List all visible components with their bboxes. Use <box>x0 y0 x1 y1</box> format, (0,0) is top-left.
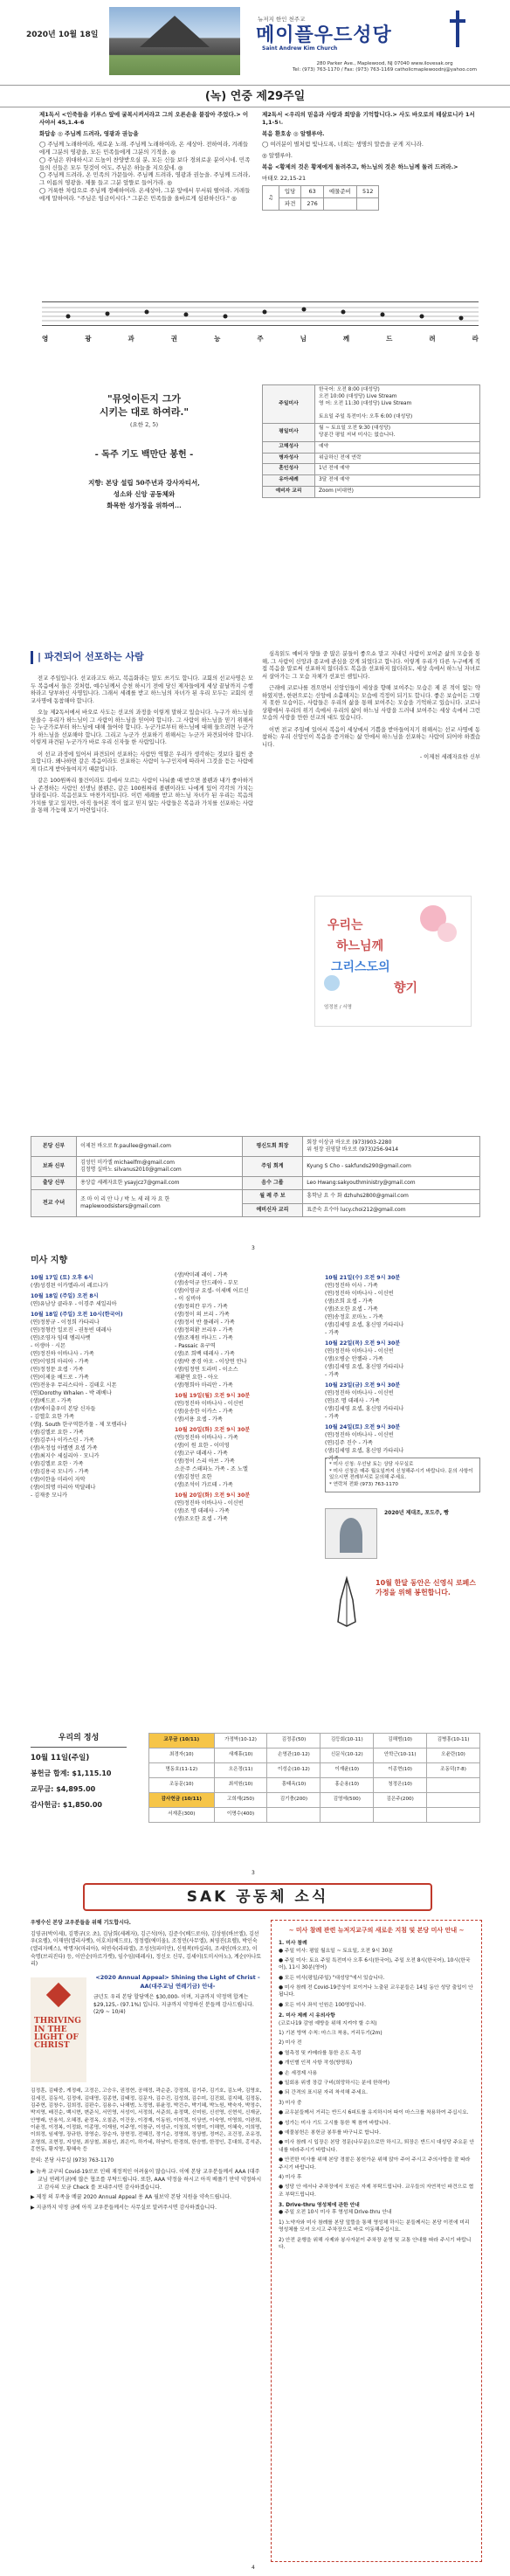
staff-row: 출당 신부 용상갑 세례자요한 ysayjcz7@gmail.com 음수 그룹 Leo Hwang:sakyouthministry@gmail.com <box>31 1177 480 1190</box>
mass-intentions-title: 미사 지향 <box>31 1256 68 1265</box>
guideline-line: ● 주일 미사: 토요 주일 특전미사 오후 6시(한국어), 주일 오전 8시(한국어), 10시(한국어), 11시 30분(영어) <box>279 1957 471 1971</box>
schedule-row: 예비자 교리 Zoom (비대면) <box>263 486 480 497</box>
guideline-line: 1) 노약자와 미사 참례를 본당 앞뜰을 통해 영성체 하시는 분들께서는 본당 이전에 미리 영성체를 모셔 오시고 주차장으로 바로 이동해주십시요. <box>279 2219 470 2233</box>
mass-date-heading: 10월 18일 (주일) 오전 8시 <box>31 1292 99 1299</box>
psalm-response: 화답송 ◎ 주님께 드려라, 영광과 권능을 <box>39 129 139 137</box>
mass-intention-item: (연)정진하 이사 - 가족 <box>325 1282 378 1289</box>
donor-cell: 흥태옥(10) <box>267 1778 320 1793</box>
prayer-request-intro: 우병수신 본당 교우분들을 위해 기도합시다. <box>31 1920 131 1926</box>
mass-intention-item: (생)오병순 안젤라 - 가족 <box>325 1355 383 1362</box>
mass-intention-item: - 가족 <box>325 1371 340 1378</box>
mass-date-heading: 10월 19일(월) 오전 9시 30분 <box>175 1392 251 1399</box>
donor-cell <box>427 1793 480 1808</box>
mass-intention-item: (생)조 희백 테레사 - 가족 <box>175 1350 235 1357</box>
mass-guidelines-box <box>271 1920 482 2562</box>
mission-calligraphy-image: 우리는 하느님께 그리스도의 향기 엄정천 / 서명 <box>314 896 472 1027</box>
mass-request-note: * 미사 신청: 우선남 토는 상담 사무실로 * 미사 신청은 매주 월요일까지 신청해주시기 바랍니다. 문의 사항이 있으시면 전례부서로 문의해 주세요. * 연락처 전화 (973) 763-1170 <box>325 1458 480 1492</box>
guideline-line: ● 성당 안 에서나 주차장에서 모임은 자제 부탁드립니다. 교우들의 자연적인 파견으로 협조 부탁드립니다. <box>279 2185 474 2198</box>
guideline-line: ● 열측정 및 카메라를 통한 온도 측정 <box>279 2050 362 2056</box>
offering-total: 봉헌금 합계: $1,115.10 <box>31 1769 112 1777</box>
donor-cell: 조동덕(7-8) <box>427 1763 480 1778</box>
mass-date-heading: 10월 17일 (토) 오후 6시 <box>31 1275 93 1281</box>
guideline-line: ● 되 간격의 표시된 자리 착석해 주세요. <box>279 2090 368 2096</box>
readings-section <box>0 111 510 373</box>
mass-intention-item: (연)정진하 이바나사 - 이신빈 <box>325 1431 394 1438</box>
guideline-line: ● 모든 미사(평일/주일) "대성당"에서 있습니다. <box>279 1975 385 1981</box>
guideline-line: ● 예물봉헌은 봉헌금 봉투를 바구니로 합니다. <box>279 2129 381 2136</box>
mass-intention-item: (연)정진하 이바나사 - 이신빈 <box>325 1389 394 1396</box>
donor-cell: 김병흥(10-11) <box>427 1734 480 1748</box>
schedule-row: 혼인성사 1년 전에 예약 <box>263 464 480 475</box>
donor-cell: 김영에(500) <box>320 1793 374 1808</box>
donor-cell: 최경자(10) <box>149 1748 215 1763</box>
mass-intention-item: (생)조오한 요셉 - 가족 <box>325 1305 378 1312</box>
donor-cell: 이명수(400) <box>214 1808 267 1823</box>
church-photo <box>109 7 240 75</box>
mass-intention-item: (생)조 명 데레사 - 가족 <box>175 1507 230 1514</box>
homily-article <box>0 651 510 1123</box>
liturgy-title: (녹) 연중 제29주일 <box>0 85 510 107</box>
donor-cell: 이성순(10-12) <box>267 1763 320 1778</box>
guideline-line: ● 성가는 미사 기도 고시를 통한 책 참여 바랍니다. <box>279 2120 391 2126</box>
music-note-icon: ♫ <box>263 186 279 211</box>
mass-intention-item: (생)베드로 - 가족 <box>31 1397 72 1404</box>
donor-cell: 신문식(10-12) <box>320 1748 374 1763</box>
guideline-line: ● 안전한 미사를 위해 본당 경찰은 봉헌가운 위해 앉아 주어 주시고 주의사항을 잘 따라주시기 바랍니다. <box>279 2157 471 2171</box>
donor-cell <box>320 1808 374 1823</box>
donor-cell: 오은정(11) <box>214 1763 267 1778</box>
mass-intention-item: (생)최지수 세실리아 · 모니카 <box>31 1452 100 1459</box>
article-signature: - 이제천 세례자요한 신부 <box>419 754 480 760</box>
donor-cell: 감사헌금 (10/11) <box>149 1793 215 1808</box>
mass-intention-item: (생)김엘로 요한 · 가족 <box>31 1460 84 1467</box>
guideline-line: ● 일회용 위생 장갑 구비(희망하시는 분에 한하여) <box>279 2081 390 2086</box>
mass-intention-item: (생)박 종경 아오 - 이상연 안나 <box>175 1358 247 1365</box>
mass-intention-item: (생)김세영 요셉, 홍신영 카타리나 <box>325 1321 404 1328</box>
donor-cell: 손영관(10-12) <box>267 1748 320 1763</box>
guideline-line: 2) 미사 전 <box>279 2040 302 2046</box>
mass-intention-item: (연)정형칸 일로진 - 권동빈 데레사 <box>31 1326 112 1333</box>
guideline-line: (코로나19 감염 예방을 위해 지켜야 할 수칙) <box>279 2020 377 2026</box>
offering-photo <box>325 1508 377 1559</box>
mass-intention-item: (생)정서 반 플레러 - 가족 <box>175 1319 235 1326</box>
guideline-line: ● 주일 미사: 평일 월요일 ~ 토요일, 오전 9시 30분 <box>279 1948 393 1954</box>
mass-intention-item: - Passaic 유구역 <box>175 1342 216 1349</box>
mass-column-2 <box>175 1272 319 1524</box>
mass-intention-item: (생)형희아 마리안 - 가족 <box>175 1381 233 1388</box>
mass-intention-item: (생)고구 데레사 - 가족 <box>175 1450 228 1457</box>
mass-intention-item: (생)이희명 마리아 막달레나 <box>31 1484 96 1491</box>
mass-schedule-table <box>262 384 480 498</box>
schedule-row: 유아세례 3달 전에 예약 <box>263 475 480 487</box>
appeal-notes: ▶ 뉴욕 교구의 Covid-19로로 인해 재정적인 어려움이 많습니다. 이에 본당 교우분들께서 AAA (대주교님 연례기금)에 많은 협조를 부탁드립니다. 또한, AAA 약정을 하시고 아직 베풀기 만약 약정하시고 감사의 모금 Check 를 보내주시면 감사하겠습니다. ▶ 제정 의 부족을 메꿀 2020 Annual Appeal 용 AA 월보약 본당 지원을 약속드립니다. ▶ 지금까지 약정 금에 아직 교우분들께서는 사무실로 알려주시면 감사하겠습니다. <box>31 2169 262 2212</box>
second-reading: 제2독서 <우리의 믿음과 사랑과 희망을 기억합니다.> 사도 바오로의 테살로니카 1서 1,1-5ㄴ <box>262 111 475 126</box>
mass-intention-item: (생)정의환 브리우 - 가족 <box>175 1326 233 1333</box>
annual-appeal-title: <2020 Annual Appeal> Shining the Light of Christ -AA(대주교님 연례기금) 안내- <box>95 1974 260 1990</box>
music-staff <box>42 301 479 326</box>
mass-intention-item: (생)임정연 도라비 - 이소스 <box>175 1366 238 1373</box>
sak-community-news <box>0 1883 510 2565</box>
staff-directory <box>0 1136 510 1245</box>
staff-table <box>31 1136 480 1217</box>
staff-row: 본당 신부 이제천 바오로 fr.paullee@gmail.com 평신도회 회장 회장 이상규 바오로 (973)903-2280 위 원장 권영달 바오로 (973)256-9414 <box>31 1137 480 1157</box>
donor-cell: 새재휴(10) <box>214 1748 267 1763</box>
mass-intention-item: (연)정진하 이바나사 - 이신빈 <box>325 1290 394 1297</box>
donor-cell: 이재윤(10) <box>320 1763 374 1778</box>
alleluia-text: ◯ 여러분이 별처럼 빛나도록, 너희는 생명의 말씀을 굳게 지니라. <box>262 141 424 149</box>
guideline-line: ● 모든 미사 좌석 인원은 100명입니다. <box>279 2002 366 2008</box>
page-number: 4 <box>252 2565 255 2571</box>
header <box>0 0 510 83</box>
prayer-names: 김영규(박이세), 김행규(오 초), 김남희(세례자), 김근석(아), 김준수(베드로아), 김상원(바브엘), 김선우(요렐), 이재연(엘리사벳), 이호치(베드로), 정정렬(에미올), 조정민(사무엘), 최영진(요렐), 박인숙(엘리자베스), 박명자(마리아), 허연숙(라파엘), 조성선(파미안), 신원복(바실라), 조세인(바오로), 이숙명(브리진다) 등, 이안순(마르가렛), 임수임(테레사), 정신오 신부, 김세이(도미시아노), 계순(아나토리) <box>31 1930 262 1968</box>
mass-date-heading: 10월 21일(수) 오전 9시 30분 <box>325 1275 401 1281</box>
guideline-heading: 1. 미사 참례 <box>279 1941 307 1947</box>
church-logo: 메이플우드성당 <box>256 24 392 46</box>
sak-title: SAK 공동체 소식 <box>83 1883 432 1911</box>
mass-intention-item: 소운주 스테파노 가족 - 조 노엘 <box>175 1465 248 1472</box>
calligraphy-section <box>0 384 510 594</box>
donor-cell: 청정은(10) <box>374 1778 427 1793</box>
mass-intention-item: (생)조오한 요셉 - 가족 <box>175 1515 228 1522</box>
schedule-row: 평일미사 월 ~ 토요일 오전 9:30 (대성당) 당분간 평일 저녁 미사는 없습니다. <box>263 424 480 442</box>
donor-cell: 조동문(10) <box>149 1778 215 1793</box>
mass-intention-item: (연)Dorothy Whalen - 박 레베나 <box>31 1389 112 1396</box>
donor-row <box>149 1763 480 1778</box>
bulletin-date: 2020년 10월 18일 <box>26 31 99 39</box>
guideline-line: 4) 미사 후 <box>279 2174 302 2180</box>
mass-intention-item: (생)김세영 요셉, 홍신영 카타리나 <box>325 1405 404 1412</box>
alleluia-head: 복음 환호송 ◎ 알렐루야. <box>262 129 325 137</box>
mass-intention-item: (생)조석이 가르테 - 가족 <box>175 1481 233 1488</box>
donor-cell: 교무금 (10/11) <box>149 1734 215 1748</box>
guideline-line: 2) 안전 운행을 위해 사제와 봉사자분이 주차장 운영 및 교통 안내를 따라 주시기 바랍니다. <box>279 2237 472 2251</box>
mass-date-heading: 10월 20일(화) 오전 9시 30분 <box>175 1426 251 1433</box>
mass-column-3 <box>325 1272 480 1464</box>
mass-intention-item: (연)전웅우 무리스티아 - 김테호 시몬 <box>31 1381 117 1388</box>
schedule-row: 주일미사 한국어: 오전 8:00 (대성당) 오전 10:00 (대성당) Live Stream 영 어: 오전 11:30 (대성당) Live Stream 토요일 주일 특전미사: 오후 6:00 (대성당) <box>263 385 480 424</box>
donor-cell <box>427 1778 480 1793</box>
mass-date-heading: 10월 18일 (주일) 오전 10시(한국어) <box>31 1311 123 1318</box>
schedule-row: 고해성사 예약 <box>263 441 480 453</box>
page-number: 3 <box>252 1245 255 1251</box>
donor-cell: 명동호(11-12) <box>149 1763 215 1778</box>
mass-date-heading: 10월 20일(화) 오전 9시 30분 <box>175 1492 251 1499</box>
mass-intention-item: (생)김주사 이카스틴 - 가족 <box>31 1437 94 1444</box>
donor-row <box>149 1808 480 1823</box>
mass-intention-item: (연)조 명 데레사 - 가족 <box>325 1397 380 1404</box>
mass-date-heading: 10월 24일(토) 오전 9시 30분 <box>325 1423 401 1430</box>
donor-cell <box>374 1808 427 1823</box>
offering-date: 10월 11일(주일) <box>31 1754 90 1762</box>
psalm-text: ◯ 주님께 노래하여라, 새로운 노래. 주님께 노래하여라, 온 세상아. 전하여라, 겨레들에게 그분의 영광을, 모든 민족들에게 그분의 기적을. ◎ ◯ 주님은 위대하시고 드높이 찬양받으실 분, 모든 신들 보다 경외로운 분이시네. 민족들의 신들은 모두 헛것이 어도, 주님은 하늘을 지으셨네. ◎ ◯ 주님께 드려라, 온 민족의 가문들아. 주님께 드려라, 영광과 권능을. 주님께 드려라, 그 이름의 영광을. 제물 들고 그분 앞뜰로 들어가라. ◎ ◯ 거룩한 차림으로 주님께 경배하여라. 온세상아, 그분 앞에서 무서워 떨어라. 겨레들에게 말하여라. "주님은 임금이시다." 그분은 민족들을 올바르게 심판하신다." ◎ <box>39 141 251 202</box>
gospel-ref: 마태오 22,15-21 <box>262 174 307 182</box>
donor-row <box>149 1778 480 1793</box>
guideline-heading: 2. 미사 제례 시 유의사항 <box>279 2013 335 2019</box>
article-left-column: 전교 주일입니다. 선교라고도 하고, 복음화라는 말도 쓰기도 합니다. 교회의 선교사명은 모두 복음에서 들은 것처럼, 예수님께서 승천 하시기 전에 당신 제자들에게 세상 끝날까지 수행하라고 당부하신 사명입니다. 그래서 세례를 받고 하느님의 자녀가 된 우리 모두는 교회의 선교사명에 동참해야 합니다. 오늘 제2독서에서 바오로 사도는 선교의 과정을 이렇게 말하고 있습니다. 누구가 하느님을 믿을수 우리가 하느님이 그 사람이 하느님을 믿어야 합니다. 그 사람이 하느님을 믿기 위해서는 누군가로부터 하느님에 대해 들어야 합니다. 누군가로부터 하느님에 대해 들으려면 누군가가 하느님을 선포해야 합니다. 그리고 누군가 선포하기 위해서는 누군가 파견되어야 합니다. 이렇게 파견된 누군가가 바로 우리 신자들 한 사람입니다. 이 선교 과정에 있어서 파견되어 선포하는 사람만 역할은 우리가 생각하는 것보다 훨씬 중요합니다. 왜나하면 같은 복음이라도 선포하는 사람이 누구인지에 따라서 그것을 듣는 사람에게 다르게 받아들여지기 때문입니다. 같은 100원짜리 물건이라도 길에서 모르는 사람이 나눠줄 때 받으면 볼펜과 내가 좋아하거나 존경하는 사람인 선생님 볼펜은, 같은 100원짜리 볼펜이라도 나에게 있어 각각의 가치는 달라집니다. 복음선포도 마찬가지입니다. 이런 세례를 받고 하느님 자녀가 된 우리는 복음의 가치를 알고 있지만, 아직 들어본 적이 없고 믿지 않는 사람들은 복음과 가치를 선포하는 사람을 통해 가늠해 보기 마련입니다. <box>31 675 253 814</box>
mass-date-heading: 10월 22일(목) 오전 9시 30분 <box>325 1340 401 1347</box>
church-name-en: Saint Andrew Kim Church <box>262 45 338 52</box>
prayer-dedication: 10월 한달 동안은 신영식 로페스 가정을 위해 봉헌합니다. <box>376 1579 477 1597</box>
article-title: | 파견되어 선포하는 사람 <box>31 651 253 664</box>
schedule-row: 병자성사 위급하신 전에 연락 <box>263 453 480 464</box>
mass-intention-item: (생)김엘로 요한 - 가족 <box>31 1429 84 1436</box>
first-reading: 제1독서 <인죽들을 키루스 앞에 굴복시켜서라고 그의 오른손을 붙잡아 주었다.> 이사야서 45,1.4-6 <box>39 111 249 126</box>
staff-row: 예비신자 교리 표준숙 요수아 lucy.choi212@gmail.com <box>31 1203 480 1216</box>
donor-cell: 서재훈(300) <box>149 1808 215 1823</box>
donor-row <box>149 1793 480 1808</box>
mass-intention-item: (생)이영규 요셉- 이세베 어르신 <box>175 1287 249 1294</box>
donor-cell: 김해범(10) <box>374 1734 427 1748</box>
donor-cell <box>427 1808 480 1823</box>
mass-intention-item: (생)이 원 요한 - 이미영 <box>175 1442 230 1449</box>
donor-cell: 김정종(50) <box>267 1734 320 1748</box>
mass-intention-item: (생)조희 요셉 - 가족 <box>325 1298 373 1305</box>
mass-intention-item: - 가족 <box>325 1329 340 1336</box>
mass-column-1 <box>31 1272 170 1500</box>
rosary-calligraphy: "뮤엇이든지 그가 시키는 대로 하여라." (요한 2, 5) - 독주 기도 백만단 봉헌 - 지향: 본당 설립 50주년과 강사자티서, 성소와 신앙 공동체와 화목한 성가정을 위하여... <box>88 393 200 510</box>
donor-cell: 최석원(10) <box>214 1778 267 1793</box>
mass-intention-item: (생)윤송한 이카스 - 가족 <box>175 1408 233 1415</box>
donor-row <box>149 1734 480 1748</box>
mass-intention-item: (생)서용 요셉 - 가족 <box>175 1416 223 1423</box>
sak-left-column <box>31 1920 262 2215</box>
page-number: 3 <box>252 1870 255 1876</box>
donor-cell: 이종현(10) <box>374 1763 427 1778</box>
donor-cell: 가정박(10-12) <box>214 1734 267 1748</box>
mass-intentions <box>0 1255 510 1744</box>
mass-intention-item: (연)정진하 이바나사 - 이신빈 <box>175 1499 244 1506</box>
logo-subtitle: 뉴저지 한인 천주교 <box>258 16 306 23</box>
donor-cell <box>267 1808 320 1823</box>
offering-title: 우리의 정성 <box>31 1733 127 1748</box>
offering-section <box>0 1726 510 1857</box>
guideline-line: ● 미사 참례 전 Covid-19증상이 보이거나 노출된 교우분들은 14일 동안 성당 출입이 안 됩니다. <box>279 1985 473 1998</box>
offering-caption: 2020년 제대조, 포도주, 빵 <box>384 1510 449 1516</box>
guideline-line: ● 손 세정제 사용 <box>279 2070 318 2076</box>
donor-cell: 홍순용(10) <box>320 1778 374 1793</box>
mass-intention-item: (생)김용국 모니카 - 가족 <box>31 1468 89 1475</box>
mass-intention-item: (연)정진하 이바나사 - 가족 <box>175 1434 238 1441</box>
guideline-line: ● 주일 오전 10시 미사 후 영성체 Drive-thru 안내 <box>279 2210 392 2216</box>
cross-icon <box>450 10 465 47</box>
donor-names: 김정훈, 김태중, 게정래, 고정은, 고승우, 권정현, 공해정, 곽순준, 강정희, 김기주, 김기호, 김노바, 김영호, 김세진, 김동석, 김정애, 김대명, 김종현, 김태정, 김문자, 김수진, 김성희, 김수미, 김진회, 김지혜, 김정동, 김주현, 김창수, 김희정, 김판수, 김용수, 나해범, 노정명, 류윤정, 박건수, 박기혜, 박노원, 박숙자, 박정수, 박지영, 배진순, 백시현, 변준식, 서민영, 서성이, 서정희, 서준희, 송정택, 신미원, 신선영, 신현석, 신재균, 안병래, 안용석, 오혜경, 윤정옥, 오칠준, 이건웅, 이경재, 이동원, 이미경, 이상연, 이숙영, 이영희, 이완희, 이윤정, 이정복, 이정화, 이종명, 이재원, 이주영, 이창규, 이성규, 이청희, 이형미, 이해현, 이혜숙, 이희명, 이희정, 임세영, 장규한, 장영순, 장순자, 장현정, 전혜진, 정기순, 정명희, 정상범, 정여은, 조건정, 조유정, 조영희, 조현정, 지성원, 최상철, 최용인, 최은이, 하가네, 하남이, 한경희, 한승범, 한정인, 홍대희, 홍석준, 홍현동, 황지영, 황혜숙 등 <box>31 2088 262 2153</box>
mass-intention-item: - 가족 <box>325 1413 340 1420</box>
mass-intention-item: (생)정이 스리 아브 - 가족 <box>175 1458 235 1465</box>
mass-intention-item: (생)성경된 이카엘라-이 레르나가 <box>31 1282 108 1289</box>
gospel-title: 복음 <황제의 것은 황제에게 돌려주고, 하느님의 것은 하느님께 돌려 드려라.> <box>262 163 458 170</box>
donor-cell: 김기충(200) <box>267 1793 320 1808</box>
mass-intention-item: (연)정진하 이바나사 - 이신빈 <box>175 1400 244 1407</box>
mass-intention-item: (생)이한을 미라이 자악 <box>31 1476 86 1483</box>
mass-intention-item: - 김엘호 요한 가족 <box>31 1413 74 1420</box>
praying-hands-icon <box>325 1574 369 1631</box>
mass-intention-item: (생)송덕규 안드레아 - 부모 <box>175 1279 238 1286</box>
mass-intention-item: (생)옥정섭 아멜엔 요셉 가족 <box>31 1444 98 1451</box>
mass-intention-item: (생)에이출우미 본당 신자들 <box>31 1405 96 1412</box>
donor-cell: 고희재(250) <box>214 1793 267 1808</box>
article-right-column: 심욕읽도 예비자 양들 중 많은 분들이 좋으쇼 말고 지내던 사람이 보여준 삶의 모습을 통해, 그 사람이 신앙과 종교에 관심을 갖게 되었다고 합니다. 이렇게 우리가 다른 누구에게 직접 복음을 말로써 선포하지 않더라도 복음을 선포하지 않더라도, 세상 속에서 하느님 자녀로서 살아가는 그 모습 자체가 선포인 셈입니다. 근래에 코로나를 겪으면서 신앙인들이 세상을 향해 보여주는 모습은 제 본 적이 없는 약하였지만, 한편으로는 신앙에 소홀해지는 모습에 걱정이 되기도 합니다. 좋은 보습이든 그렇지 못한 모습이든, 사람들은 우리의 삶을 통해 보여주는 모습을 기억하고 있습니다. 코로나 상황에서 우리의 위기 속에서 우리의 삶이 하느님 사랑을 드러내 보여주는 세상 속에서 그런 모습의 사랑을 만한 선교의 대도 있습니다. 이번 전교 주일에 있어서 복음이 세상에서 기쁨을 받아들여지기 위해서는 선교 사명에 동참하는 우리 신앙인이 복음을 증거하는 삶 안에서 하느님을 선포하는 사람이 되어야 하겠습니다. - 이제천 세례자요한 신부 <box>262 651 480 760</box>
hymn-lyrics: 영 광 과 권 능 주 님 께 드 려 라 <box>42 335 479 343</box>
mass-intention-item: (생)김세영 요셉, 홍신영 카타리나 <box>325 1363 404 1370</box>
guideline-line: ● 개인별 인적 사항 작성(방명록) <box>279 2060 353 2067</box>
mass-intention-item: (연)이영희 마리아 - 가족 <box>31 1358 89 1365</box>
annual-appeal-body: 금년도 우리 본당 할당액은 $30,000- 이며, 지금까지 약정액 합계는 $29,125,- (97.1%) 입니다. 지금까지 약정하신 분들께 감사드립니다. (2/9 ~ 10/4) <box>93 1993 254 2016</box>
mass-intention-item: - 가족 <box>325 1455 340 1462</box>
mass-intention-item: (연)송정호 로마노 - 가족 <box>325 1313 383 1320</box>
mass-intention-item: (연)이제윤 베드로 - 가족 <box>31 1374 89 1381</box>
annual-appeal-image: THRIVING IN THE LIGHT OF CHRIST <box>31 1977 86 2082</box>
mass-intention-item: (연)정봉규 - 이정희 카타리나 <box>31 1319 100 1326</box>
staff-row: 전교 수녀 조 마 이 리 안 나 / 박 노 세 레 자 요 한 maplewoodsisters@gmail.com 월 례 주 보 흥학남 요 수 화 dzhuhs2800@gmail.com <box>31 1190 480 1203</box>
mass-intention-item: (생)박미레 레이 - 가족 <box>175 1272 228 1278</box>
staff-row: 보좌 신부 김성민 미카엘 michaelfrn@gmail.com 김정명 실바노 silvanus2010@gmail.com 주임 회계 Kyung S Cho - sakfunds290@gmail.com <box>31 1157 480 1177</box>
donor-cell: 김등회(10-11) <box>320 1734 374 1748</box>
mass-intention-item: (연)조영자 임데 엠리사벳 <box>31 1334 91 1341</box>
guideline-line: 3) 미사 중 <box>279 2100 302 2106</box>
guideline-line: ● 교우분들께서 거리는 반드시 6피트를 유지하시어 따이 마스크를 착용하여 주십시요. <box>279 2110 469 2116</box>
mass-intention-item: (생)J. South 한구역한가물 - 제 모렘라나 <box>31 1421 128 1428</box>
donor-cell: 김은주(200) <box>374 1793 427 1808</box>
guidelines-title: ~ 미사 참례 관련 뉴저지교구의 새로운 지침 및 본당 미사 안내 ~ <box>288 1927 465 1934</box>
mass-intention-item: - 이생아 · 시몬 <box>31 1342 65 1349</box>
alleluia-end: ◎ 알렐루야. <box>262 152 293 160</box>
thanks-total: 감사헌금: $1,850.00 <box>31 1801 102 1809</box>
guideline-line: ● 미사 참례 시 입장은 본당 정문(나무문)으로만 하시고, 퇴장은 반드시 대성당 주요문 안내를 따라주시기 바랍니다. <box>279 2140 474 2153</box>
mass-intention-item: (연)김주 진수 - 가족 <box>325 1439 373 1446</box>
mass-intention-item: (연)유남상 클라우 - 이경주 세일리아 <box>31 1300 117 1307</box>
guideline-heading: 3. Drive-thru 영성체에 관한 안내 <box>279 2203 360 2209</box>
mass-intention-item: (연)정진하 이바나사 - 이신빈 <box>325 1347 394 1354</box>
donor-table <box>148 1733 480 1823</box>
mass-intention-item: (생)김세영 요셉, 홍신영 카타리나 <box>325 1447 404 1454</box>
mass-intention-item: - 이 심비아 <box>175 1295 202 1302</box>
tithe-total: 교무금: $4,895.00 <box>31 1785 96 1793</box>
hymn-table: ♫ 입당 63 예물준비 512 파견 276 <box>262 185 379 211</box>
mass-intention-item: (생)조재원 바나드 - 가족 <box>175 1334 233 1341</box>
mass-intention-item: (생)정이 의 브리 - 가족 <box>175 1311 230 1318</box>
guideline-line: 1) 기본 방역 수칙: 마스크 착용, 거리두기(2m) <box>279 2031 382 2037</box>
mass-date-heading: 10월 23일(금) 오전 9시 30분 <box>325 1381 401 1388</box>
mass-intention-item: (연)정정문 요셉 · 가족 <box>31 1366 84 1373</box>
donor-row <box>149 1748 480 1763</box>
mass-intention-item: 제환연 요한 - 아오 <box>175 1374 218 1381</box>
donor-cell: 안학근(10-11) <box>374 1748 427 1763</box>
church-address: 280 Parker Ave., Maplewood, NJ 07040 www.ilovesak.org Tel: (973) 763-1170 / Fax: (973) 763-1169 catholicmaplewoodnj@yahoo.com <box>293 61 478 73</box>
donor-cell: 오윤란(10) <box>427 1748 480 1763</box>
mass-intention-item: (생)김정민 요한 <box>175 1473 212 1480</box>
mass-intention-item: - 김재중 모니카 <box>31 1492 68 1499</box>
contact-info: 문의: 본당 사무실 (973) 763-1170 <box>31 2157 114 2164</box>
mass-intention-item: (생)정의칸 부가 - 가족 <box>175 1303 228 1310</box>
mass-intention-item: (연)정진하 이바나사 - 가족 <box>31 1350 94 1357</box>
